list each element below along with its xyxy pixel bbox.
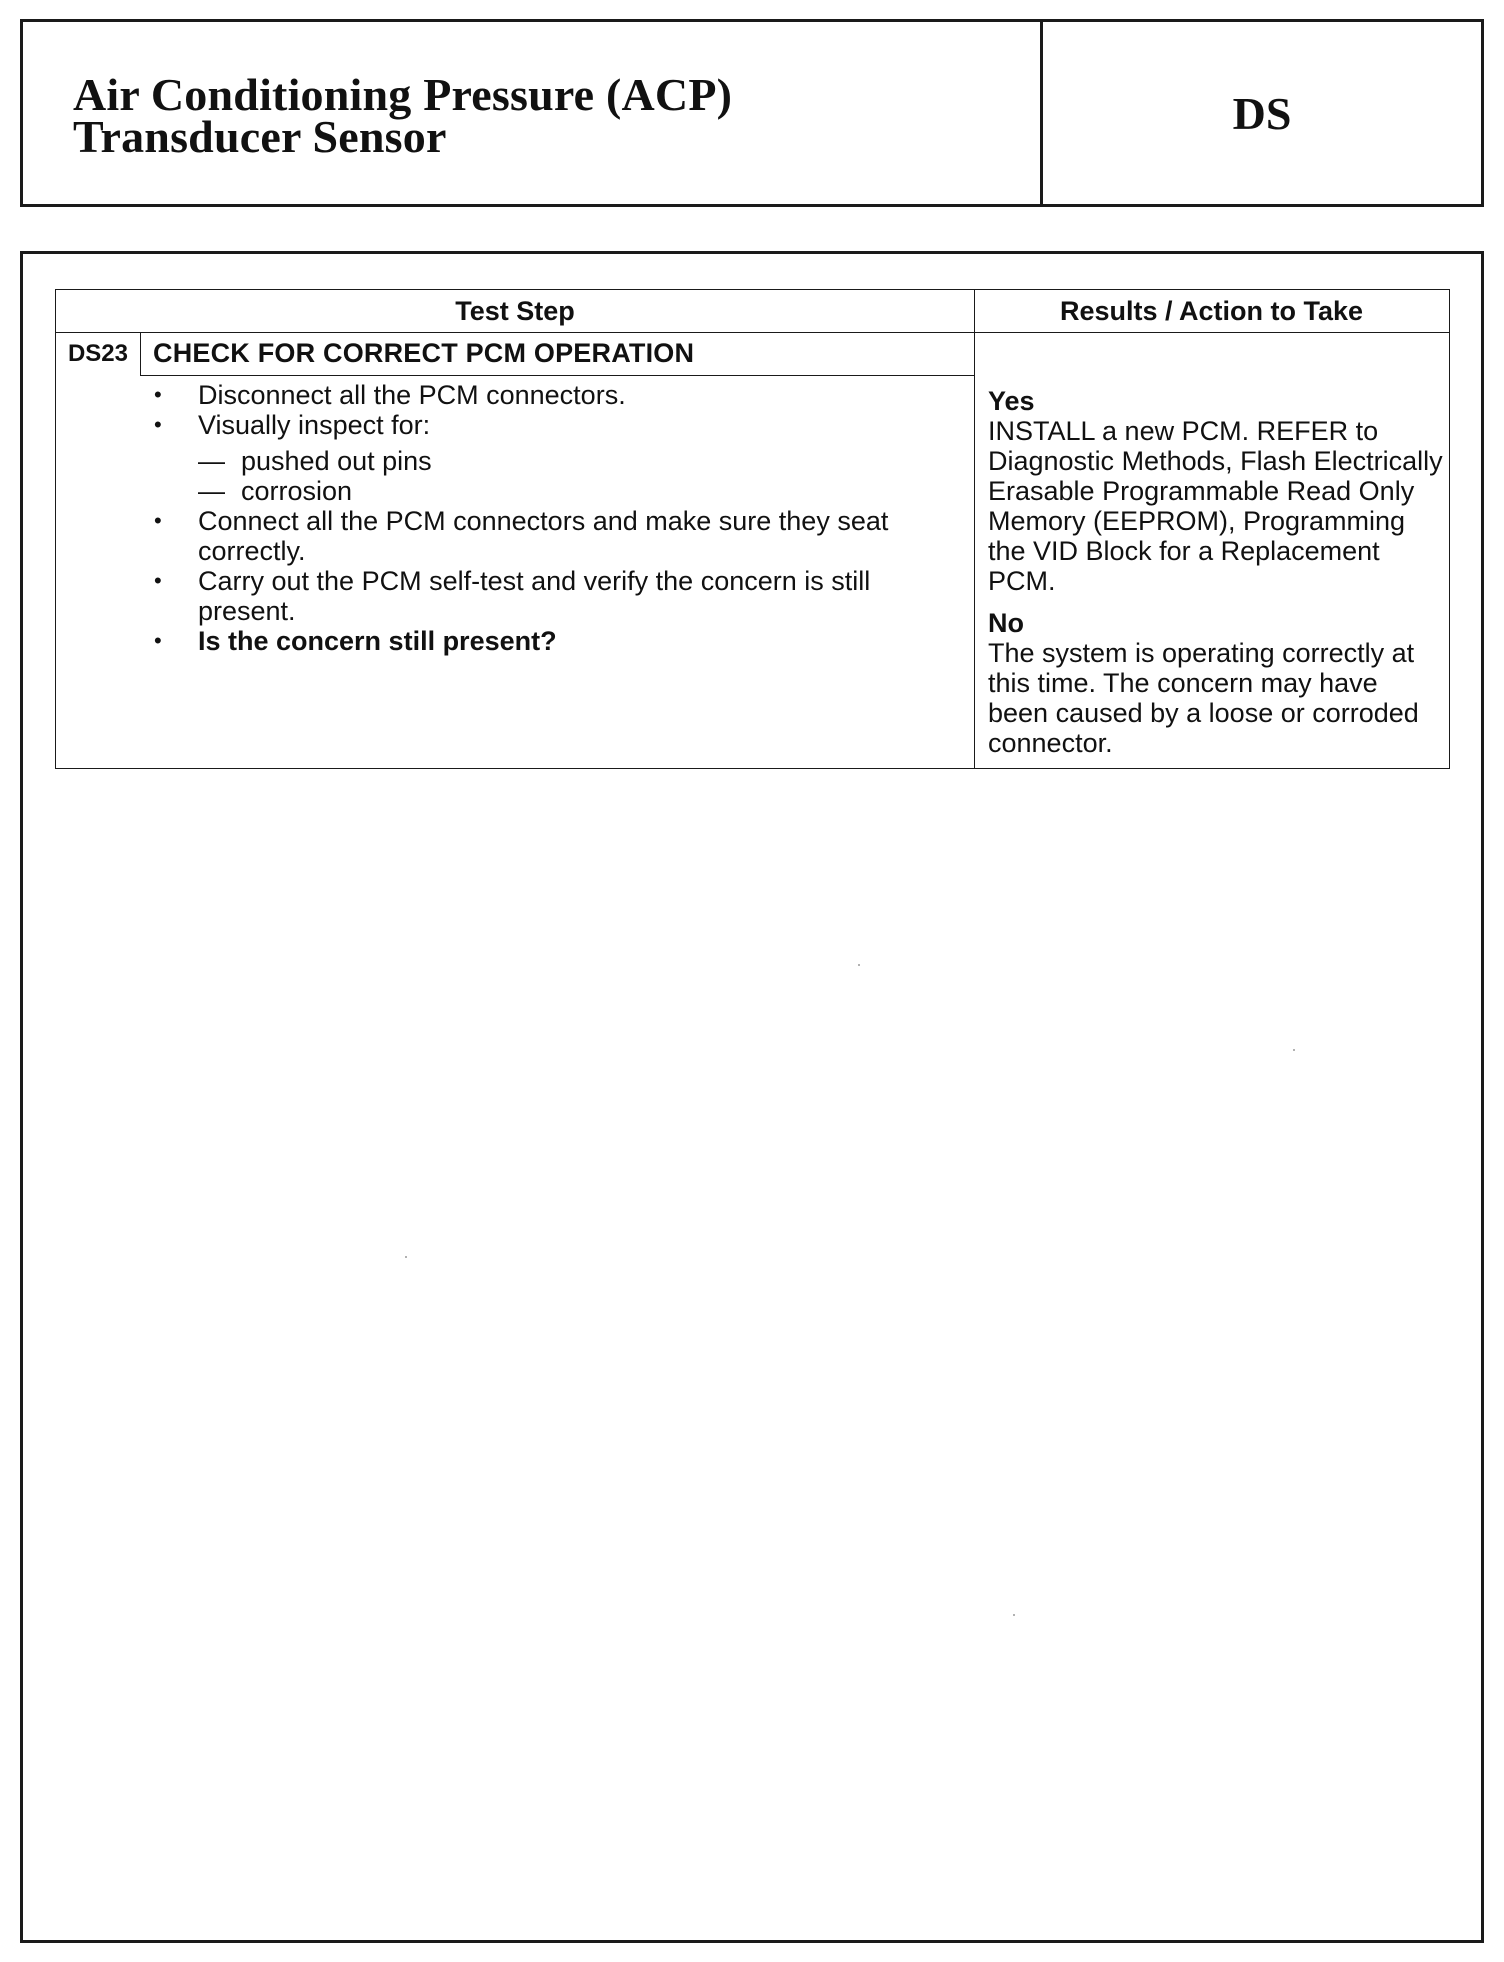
list-item [140,506,970,566]
instruction-list [140,380,970,656]
no-action-text: The system is operating correctly at this time. The concern may have been caused by a loose or corroded connector. [988,638,1419,758]
bullet-icon: • [154,508,162,533]
bullet-icon: • [154,628,162,653]
column-header-test-step: Test Step [455,295,575,326]
test-step-table [55,289,1450,769]
inspect-item-text: pushed out pins [241,446,432,476]
scan-speck [1293,1049,1295,1051]
column-header-results: Results / Action to Take [1059,295,1364,326]
inspect-item [198,446,970,476]
scan-speck [1013,1614,1015,1616]
instruction-text: Carry out the PCM self-test and verify the concern is still present. [198,566,871,626]
list-item [140,566,970,626]
list-item [140,626,970,656]
step-title: CHECK FOR CORRECT PCM OPERATION [153,338,695,368]
dash-icon: — [198,446,225,476]
header-title-cell [23,22,1043,204]
content-frame [20,251,1484,1943]
list-item [140,380,970,410]
dash-icon: — [198,476,225,506]
section-code: DS [1232,87,1292,139]
page-title [73,68,733,162]
bullet-icon: • [154,382,162,407]
instruction-text: Disconnect all the PCM connectors. [198,380,626,410]
list-item [140,410,970,506]
bullet-icon: • [154,568,162,593]
page-title-line-1: Air Conditioning Pressure (ACP) [73,69,733,120]
document-header [20,19,1484,207]
step-id-rule [140,332,141,375]
inspect-list [198,446,970,506]
step-instructions [140,376,970,656]
inspect-item-text: corrosion [241,476,353,506]
yes-action-text: INSTALL a new PCM. REFER to Diagnostic Methods, Flash Electrically Erasable Programmable Read Only Memory (EEPROM), Programming the VID Block for a Replacement PCM. [988,416,1443,596]
bullet-icon: • [154,412,162,437]
inspect-item [198,476,970,506]
no-label: No [988,608,1024,638]
column-divider [974,290,975,768]
instruction-text: Connect all the PCM connectors and make sure they seat correctly. [198,506,889,566]
step-id: DS23 [67,339,129,367]
results-actions [988,386,1448,770]
page-title-line-2: Transducer Sensor [73,111,447,162]
yes-label: Yes [988,386,1035,416]
instruction-text: Visually inspect for: [198,410,431,440]
scan-speck [405,1256,407,1258]
scan-speck [858,964,860,966]
question-text: Is the concern still present? [198,626,557,656]
section-code-cell [1043,22,1481,204]
